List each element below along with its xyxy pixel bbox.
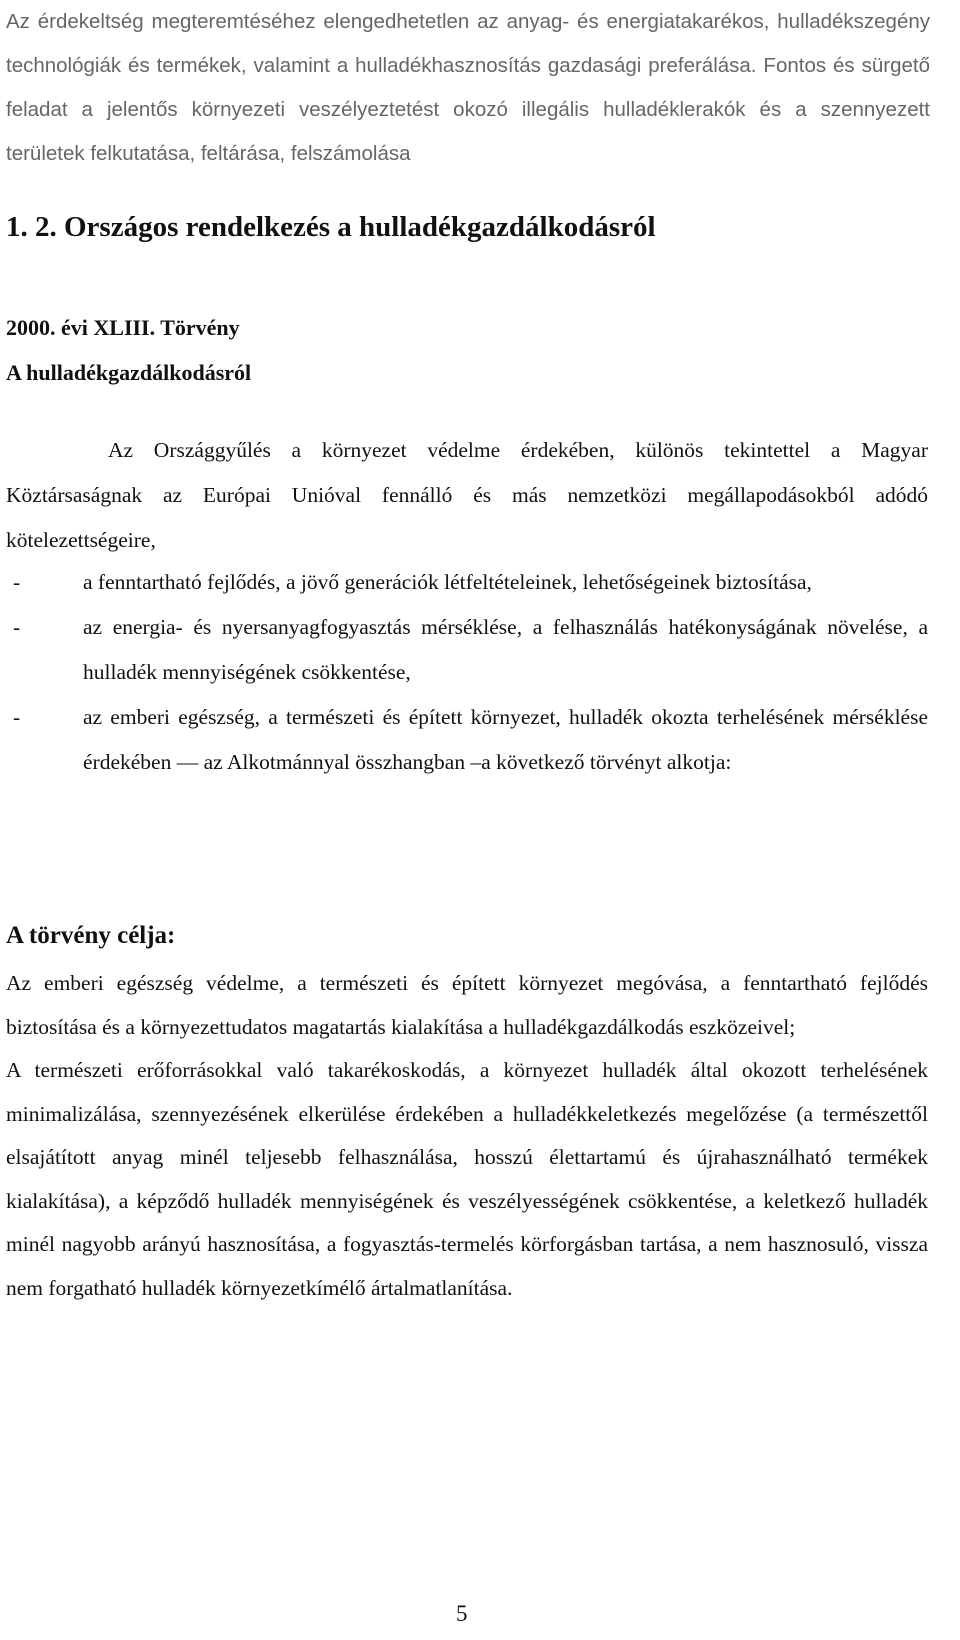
goal-paragraph: Az emberi egészség védelme, a természeti és épített környezet megóvása, a fenntartható fejlődés biztosítása és a környezettudatos magatartás kialakítása a hulladékgazdálkodás eszközeivel; (6, 971, 928, 1039)
page-number: 5 (456, 1601, 468, 1626)
preamble-bullet-list (6, 560, 928, 785)
law-identifier: 2000. évi XLIII. Törvény (6, 315, 240, 340)
law-subject: A hulladékgazdálkodásról (6, 360, 252, 385)
intro-paragraph: Az érdekeltség megteremtéséhez elengedhetetlen az anyag- és energiatakarékos, hulladékszegény technológiák és termékek, valamint a hulladékhasznosítás gazdasági preferálása. Fontos és sürgető feladat a jelentős környezeti veszélyeztetést okozó illegális hulladéklerakók és a szennyezett területek felkutatása, feltárása, felszámolása (6, 10, 930, 165)
list-item (6, 605, 928, 695)
dash-marker: - (13, 615, 21, 639)
list-item-text: a fenntartható fejlődés, a jövő generációk létfeltételeinek, lehetőségeinek biztosítása, (83, 570, 812, 594)
preamble-paragraph: Az Országgyűlés a környezet védelme érdekében, különös tekintettel a Magyar Köztársaságnak az Európai Unióval fennálló és más nemzetközi megállapodásokból adódó kötelezettségeire, (6, 438, 928, 552)
list-item (6, 695, 928, 785)
list-item-text: az energia- és nyersanyagfogyasztás mérséklése, a felhasználás hatékonyságának növelése, a hulladék mennyiségének csökkentése, (83, 615, 928, 684)
goal-body (6, 962, 928, 1310)
dash-marker: - (13, 705, 21, 729)
section-heading: 1. 2. Országos rendelkezés a hulladékgazdálkodásról (6, 211, 656, 243)
goal-heading: A törvény célja: (6, 922, 176, 949)
list-item (6, 560, 928, 605)
goal-paragraph: A természeti erőforrásokkal való takarékoskodás, a környezet hulladék által okozott terhelésének minimalizálása, szennyezésének elkerülése érdekében a hulladékkeletkezés megelőzése (a természettől elsajátított anyag minél teljesebb felhasználása, hosszú élettartamú és újrahasználható termékek kialakítása), a képződő hulladék mennyiségének és veszélyességének csökkentése, a keletkező hulladék minél nagyobb arányú hasznosítása, a fogyasztás-termelés körforgásban tartása, a nem hasznosuló, vissza nem forgatható hulladék környezetkímélő ártalmatlanítása. (6, 1058, 928, 1300)
list-item-text: az emberi egészség, a természeti és épített környezet, hulladék okozta terhelésének mérséklése érdekében — az Alkotmánnyal összhangban –a következő törvényt alkotja: (83, 705, 928, 774)
dash-marker: - (13, 570, 21, 594)
